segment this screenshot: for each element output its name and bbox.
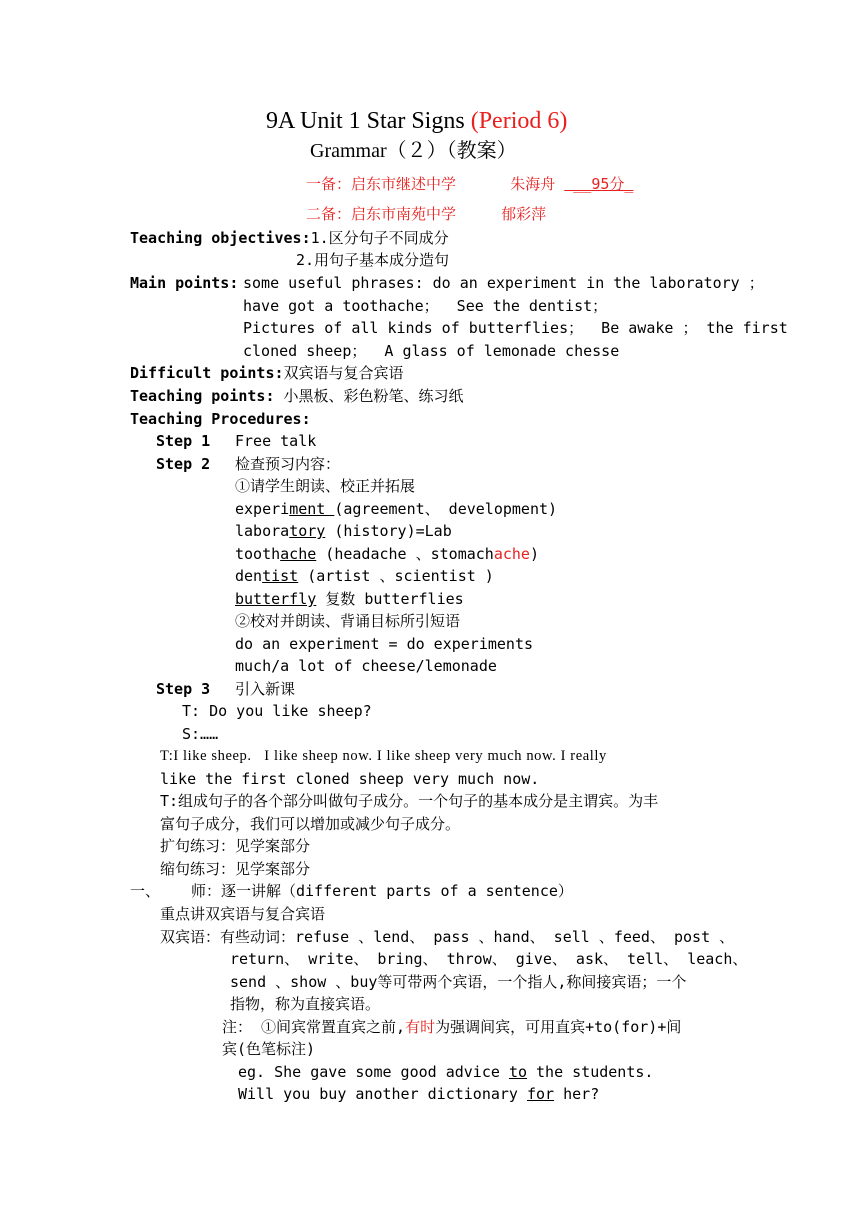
note-red: 有时 (405, 1018, 436, 1036)
dialog-teacher: T: Do you like sheep? (182, 702, 372, 720)
double-object-line-2: return、 write、 bring、 throw、 give、 ask、 tell、 leach、 (230, 950, 748, 968)
word-laboratory (235, 521, 452, 541)
w5-b: 复数 butterflies (316, 590, 464, 608)
step2-sub2: ②校对并朗读、背诵目标所引短语 (235, 612, 461, 630)
teacher-line-1: T:I like sheep. I like sheep now. I like sheep very much now. I really (160, 748, 607, 764)
phrase-1: do an experiment = do experiments (235, 635, 534, 653)
shrink-exercise: 缩句练习：见学案部分 (160, 860, 311, 878)
step1-text: Free talk (235, 432, 317, 450)
teaching-points-label: Teaching points: (130, 387, 275, 405)
phrase-2: much/a lot of cheese/lemonade (235, 657, 497, 675)
main-points-line-2: have got a toothache； See the dentist； (243, 297, 608, 315)
prep1-teacher: 朱海舟 (510, 175, 556, 193)
word-dentist (235, 566, 494, 586)
prep2-line (306, 204, 546, 224)
w1-a: experi (235, 500, 290, 518)
w2-b: tory (289, 522, 326, 540)
w3-b: ache (280, 545, 317, 563)
difficult-points-text: 双宾语与复合宾语 (283, 364, 404, 382)
double-object-line-4: 指物，称为直接宾语。 (230, 995, 381, 1013)
eg1-b: to (508, 1063, 527, 1081)
w2-a: labora (235, 522, 290, 540)
step3-label: Step 3 (156, 680, 211, 698)
dialog-student: S:…… (182, 725, 219, 743)
objectives-line (130, 228, 449, 248)
objective-2: 2.用句子基本成分造句 (296, 251, 450, 269)
eg2-b: for (526, 1085, 555, 1103)
prep1-score: __95分_ (564, 175, 634, 193)
eg1-a: eg. She gave some good advice (238, 1063, 509, 1081)
expand-exercise: 扩句练习：见学案部分 (160, 837, 311, 855)
note-line-2: 宾(色笔标注) (222, 1040, 316, 1058)
w4-a: den (235, 567, 263, 585)
procedures-label: Teaching Procedures: (130, 410, 311, 428)
title-main: 9A Unit 1 Star Signs (266, 108, 471, 134)
main-points-line-1: some useful phrases: do an experiment in the laboratory ； (243, 274, 764, 292)
section1-focus: 重点讲双宾语与复合宾语 (160, 905, 326, 923)
objectives-label: Teaching objectives: (130, 229, 311, 247)
teaching-points-text: 小黑板、彩色粉笔、练习纸 (274, 387, 464, 405)
w3-e: ) (529, 545, 539, 563)
prep2-label: 二备：启东市南苑中学 (306, 205, 457, 223)
prep1-line (306, 174, 633, 194)
section1-heading: 师：逐一讲解（different parts of a sentence） (191, 882, 573, 900)
w1-b: ment (289, 500, 335, 518)
teaching-points-line (130, 386, 464, 406)
note-line-1 (222, 1017, 681, 1037)
word-butterfly (235, 589, 464, 609)
w3-a: tooth (235, 545, 281, 563)
step2-sub1: ①请学生朗读、校正并拓展 (235, 477, 416, 495)
page-title (266, 106, 567, 136)
page-subtitle: Grammar（２）（教案） (310, 140, 517, 162)
teacher-line-3: T:组成句子的各个部分叫做句子成分。一个句子的基本成分是主谓宾。为丰 (160, 792, 659, 810)
double-object-line-1: 双宾语：有些动词：refuse 、lend、 pass 、hand、 sell 、feed、 post 、 (160, 928, 735, 946)
difficult-points-label: Difficult points: (130, 364, 284, 382)
step2-text: 检查预习内容： (235, 455, 341, 473)
example-1 (238, 1062, 653, 1082)
title-period: (Period 6) (470, 108, 568, 134)
eg2-c: her? (554, 1085, 600, 1103)
objective-1: 1.区分句子不同成分 (310, 229, 449, 247)
word-experiment (235, 499, 557, 519)
prep2-teacher: 郁彩萍 (501, 205, 547, 223)
prep1-label: 一备：启东市继述中学 (306, 175, 457, 193)
example-2 (238, 1084, 599, 1104)
teacher-line-4: 富句子成分，我们可以增加或减少句子成分。 (160, 815, 461, 833)
eg2-a: Will you buy another dictionary (238, 1085, 527, 1103)
w1-c: (agreement、 development) (334, 500, 558, 518)
w4-b: tist (262, 567, 299, 585)
eg1-c: the students. (527, 1063, 654, 1081)
w5-a: butterfly (235, 590, 317, 608)
double-object-line-3: send 、show 、buy等可带两个宾语，一个指人,称间接宾语；一个 (230, 973, 687, 991)
difficult-points-line (130, 363, 404, 383)
word-toothache (235, 544, 539, 564)
step1-label: Step 1 (156, 432, 211, 450)
w2-c: (history)=Lab (325, 522, 452, 540)
teacher-line-2: like the first cloned sheep very much now. (160, 770, 540, 788)
main-points-line-4: cloned sheep； A glass of lemonade chesse (243, 342, 620, 360)
note-b: 为强调间宾，可用直宾+to(for)+间 (435, 1018, 682, 1036)
main-points-label: Main points: (130, 274, 239, 292)
main-points-line-3: Pictures of all kinds of butterflies； Be awake ； the first (243, 319, 788, 337)
section1-number: 一、 (130, 882, 161, 900)
w3-c: (headache 、stomach (316, 545, 494, 563)
w4-c: (artist 、scientist ) (298, 567, 494, 585)
w3-d: ache (493, 545, 530, 563)
note-a: 注： ①间宾常置直宾之前, (222, 1018, 406, 1036)
step3-text: 引入新课 (235, 680, 296, 698)
step2-label: Step 2 (156, 455, 211, 473)
